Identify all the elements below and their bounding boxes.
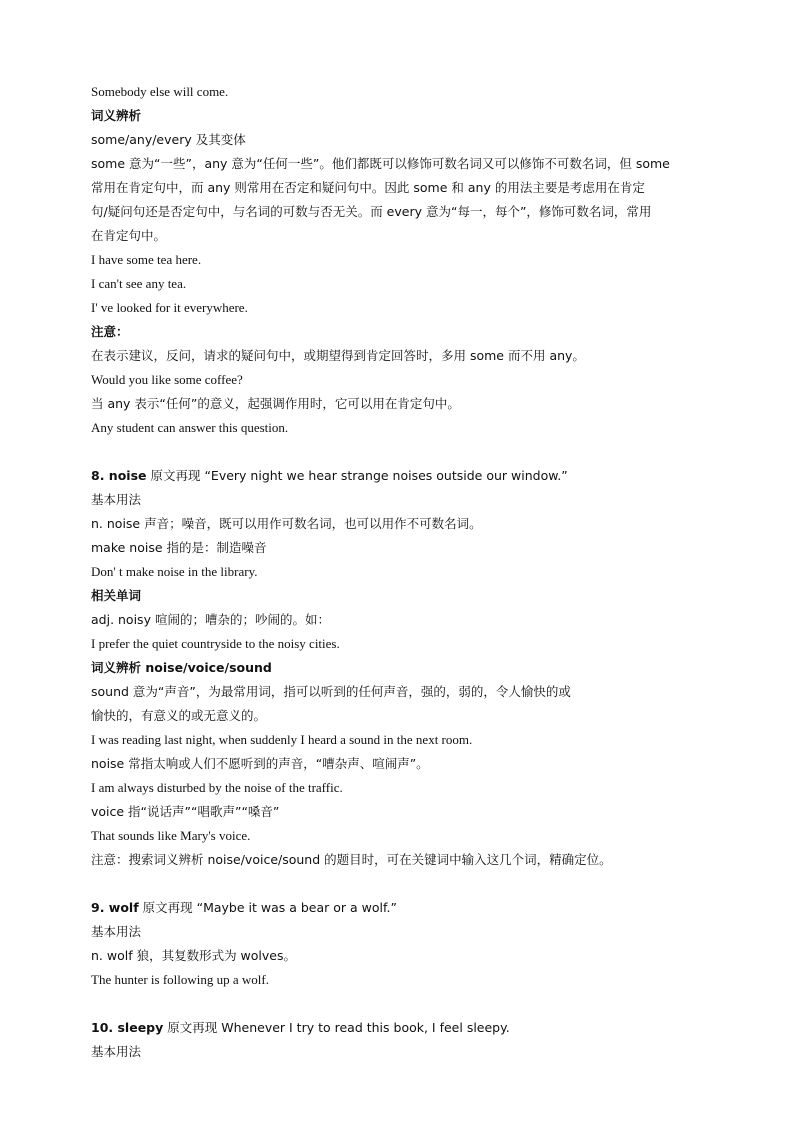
example-sentence: Any student can answer this question. xyxy=(91,420,289,435)
example-sentence: I am always disturbed by the noise of the traffic. xyxy=(91,780,343,795)
text-line: 常用在肯定句中，而 any 则常用在否定和疑问句中。因此 some 和 any 的用法主要是考虑用在肯定 xyxy=(91,180,645,195)
text-line: make noise 指的是：制造噪音 xyxy=(91,540,267,555)
text-line: 在肯定句中。 xyxy=(91,228,167,243)
example-sentence: I have some tea here. xyxy=(91,252,202,267)
vocab-entry-word: 10. sleepy xyxy=(91,1020,164,1035)
vocab-entry-heading xyxy=(91,1016,711,1040)
text-line: 注意：搜索词义辨析 noise/voice/sound 的题目时，可在关键词中输入这几个词，精确定位。 xyxy=(91,852,612,867)
text-line: 基本用法 xyxy=(91,924,142,939)
example-sentence: Don' t make noise in the library. xyxy=(91,564,258,579)
example-sentence: I was reading last night, when suddenly I heard a sound in the next room. xyxy=(91,732,473,747)
section-heading: 注意： xyxy=(91,324,129,339)
vocab-entry-quote: 原文再现 “Maybe it was a bear or a wolf.” xyxy=(138,900,397,915)
text-line: 基本用法 xyxy=(91,492,142,507)
document-body xyxy=(91,80,711,1064)
blank-line xyxy=(91,872,711,896)
vocab-entry-word: 9. wolf xyxy=(91,900,139,915)
example-sentence: Would you like some coffee? xyxy=(91,372,243,387)
vocab-entry-heading xyxy=(91,896,711,920)
blank-line xyxy=(91,440,711,464)
text-line: 句/疑问句还是否定句中，与名词的可数与否无关。而 every 意为“每一，每个”，修饰可数名词，常用 xyxy=(91,204,652,219)
vocab-entry-word: 8. noise xyxy=(91,468,147,483)
example-sentence: That sounds like Mary's voice. xyxy=(91,828,251,843)
section-heading: 相关单词 xyxy=(91,588,142,603)
text-line: n. noise 声音；噪音，既可以用作可数名词，也可以用作不可数名词。 xyxy=(91,516,482,531)
vocab-entry-heading xyxy=(91,464,711,488)
text-line: voice 指“说话声”“唱歌声”“嗓音” xyxy=(91,804,280,819)
vocab-entry-quote: 原文再现 “Every night we hear strange noises outside our window.” xyxy=(146,468,568,483)
text-line: sound 意为“声音”，为最常用词，指可以听到的任何声音，强的，弱的，令人愉快的或 xyxy=(91,684,571,699)
section-heading: 词义辨析 noise/voice/sound xyxy=(91,660,272,675)
text-line: 当 any 表示“任何”的意义，起强调作用时，它可以用在肯定句中。 xyxy=(91,396,460,411)
section-heading: 词义辨析 xyxy=(91,108,142,123)
example-sentence: The hunter is following up a wolf. xyxy=(91,972,269,987)
blank-line xyxy=(91,992,711,1016)
text-line: adj. noisy 喧闹的；嘈杂的；吵闹的。如： xyxy=(91,612,330,627)
text-line: some/any/every 及其变体 xyxy=(91,132,246,147)
example-sentence: I' ve looked for it everywhere. xyxy=(91,300,248,315)
text-line: some 意为“一些”，any 意为“任何一些”。他们都既可以修饰可数名词又可以修饰不可数名词，但 some xyxy=(91,156,670,171)
text-line: n. wolf 狼，其复数形式为 wolves。 xyxy=(91,948,297,963)
text-line: 基本用法 xyxy=(91,1044,142,1059)
text-line: 在表示建议，反问，请求的疑问句中，或期望得到肯定回答时，多用 some 而不用 any。 xyxy=(91,348,585,363)
vocab-entry-quote: 原文再现 Whenever I try to read this book, I feel sleepy. xyxy=(163,1020,510,1035)
example-sentence: Somebody else will come. xyxy=(91,84,229,99)
text-line: noise 常指太响或人们不愿听到的声音，“嘈杂声、喧闹声”。 xyxy=(91,756,429,771)
text-line: 愉快的，有意义的或无意义的。 xyxy=(91,708,267,723)
example-sentence: I can't see any tea. xyxy=(91,276,187,291)
example-sentence: I prefer the quiet countryside to the noisy cities. xyxy=(91,636,340,651)
